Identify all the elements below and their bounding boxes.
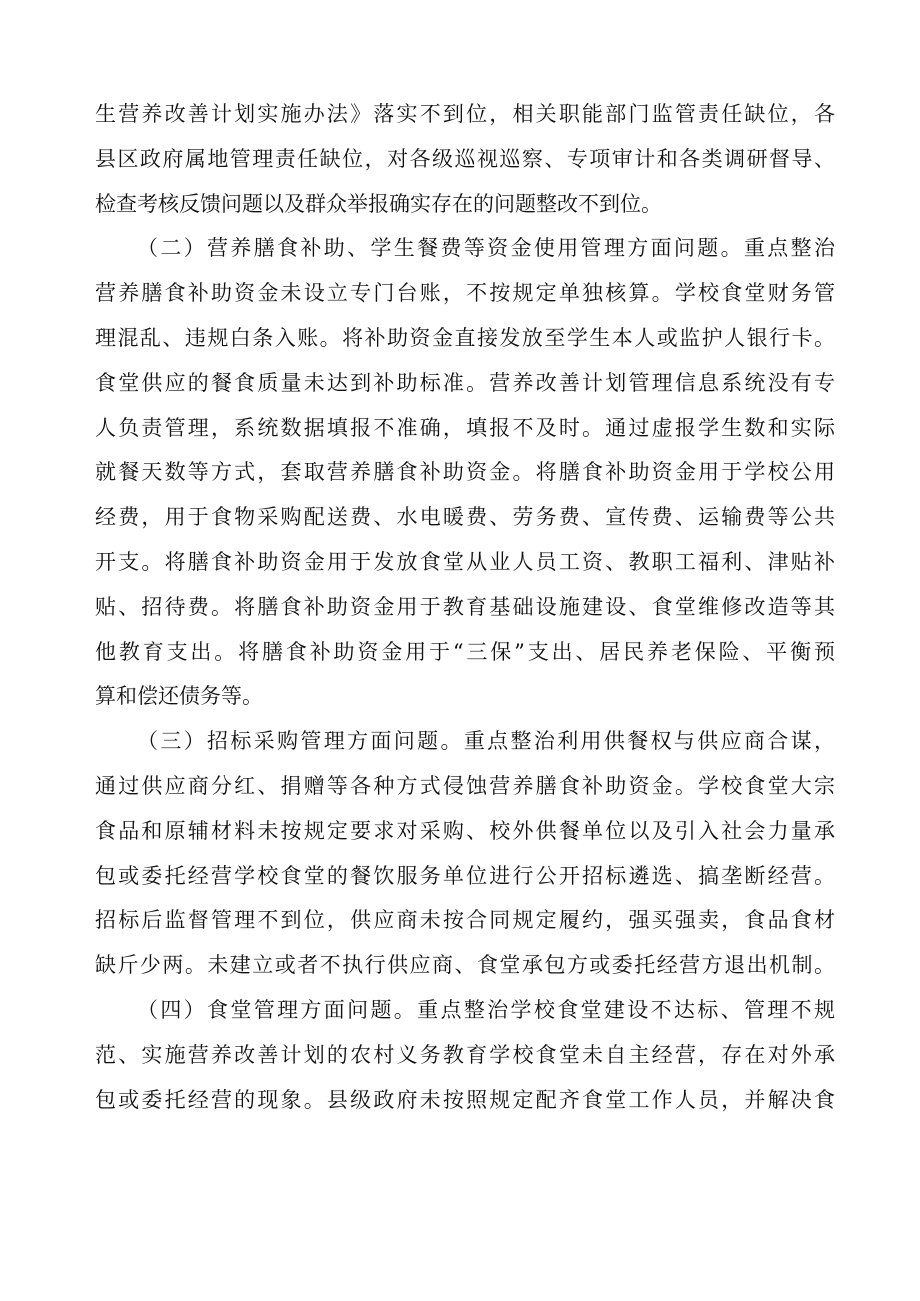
text-line: 招标后监督管理不到位，供应商未按合同规定履约，强买强卖，食品食材	[95, 908, 835, 933]
text-line: 缺斤少两。未建立或者不执行供应商、食堂承包方或委托经营方退出机制。	[95, 953, 835, 978]
paragraph	[95, 92, 835, 226]
text-line: 食堂供应的餐食质量未达到补助标准。营养改善计划管理信息系统没有专	[95, 370, 835, 395]
text-line: 就餐天数等方式，套取营养膳食补助资金。将膳食补助资金用于学校公用	[95, 460, 835, 485]
text-line: （三）招标采购管理方面问题。重点整治利用供餐权与供应商合谋，	[137, 729, 835, 754]
text-line: 他教育支出。将膳食补助资金用于“三保”支出、居民养老保险、平衡预	[95, 639, 835, 664]
text-line: 包或委托经营的现象。县级政府未按照规定配齐食堂工作人员，并解决食	[95, 1087, 835, 1112]
text-line: 经费，用于食物采购配送费、水电暖费、劳务费、宣传费、运输费等公共	[95, 505, 835, 530]
text-line: 理混乱、违规白条入账。将补助资金直接发放至学生本人或监护人银行卡。	[95, 325, 835, 350]
text-line: 包或委托经营学校食堂的餐饮服务单位进行公开招标遴选、搞垄断经营。	[95, 863, 835, 888]
text-line: 食品和原辅材料未按规定要求对采购、校外供餐单位以及引入社会力量承	[95, 818, 835, 843]
text-line: 营养膳食补助资金未设立专门台账，不按规定单独核算。学校食堂财务管	[95, 281, 835, 306]
text-line: （四）食堂管理方面问题。重点整治学校食堂建设不达标、管理不规	[137, 997, 835, 1022]
text-line: 范、实施营养改善计划的农村义务教育学校食堂未自主经营，存在对外承	[95, 1042, 835, 1067]
text-line: 生营养改善计划实施办法》落实不到位，相关职能部门监管责任缺位，各	[95, 102, 835, 126]
text-line: 人负责管理，系统数据填报不准确，填报不及时。通过虚报学生数和实际	[95, 415, 835, 440]
text-line: （二）营养膳食补助、学生餐费等资金使用管理方面问题。重点整治	[137, 236, 835, 261]
paragraph	[95, 719, 835, 988]
text-line: 算和偿还债务等。	[95, 684, 263, 709]
document-page	[95, 92, 835, 1122]
paragraph	[95, 988, 835, 1122]
paragraph	[95, 226, 835, 719]
text-line: 检查考核反馈问题以及群众举报确实存在的问题整改不到位。	[95, 191, 662, 216]
text-line: 通过供应商分红、捐赠等各种方式侵蚀营养膳食补助资金。学校食堂大宗	[95, 773, 835, 798]
text-line: 贴、招待费。将膳食补助资金用于教育基础设施建设、食堂维修改造等其	[95, 594, 835, 619]
text-line: 县区政府属地管理责任缺位，对各级巡视巡察、专项审计和各类调研督导、	[95, 146, 835, 171]
text-line: 开支。将膳食补助资金用于发放食堂从业人员工资、教职工福利、津贴补	[95, 549, 835, 574]
